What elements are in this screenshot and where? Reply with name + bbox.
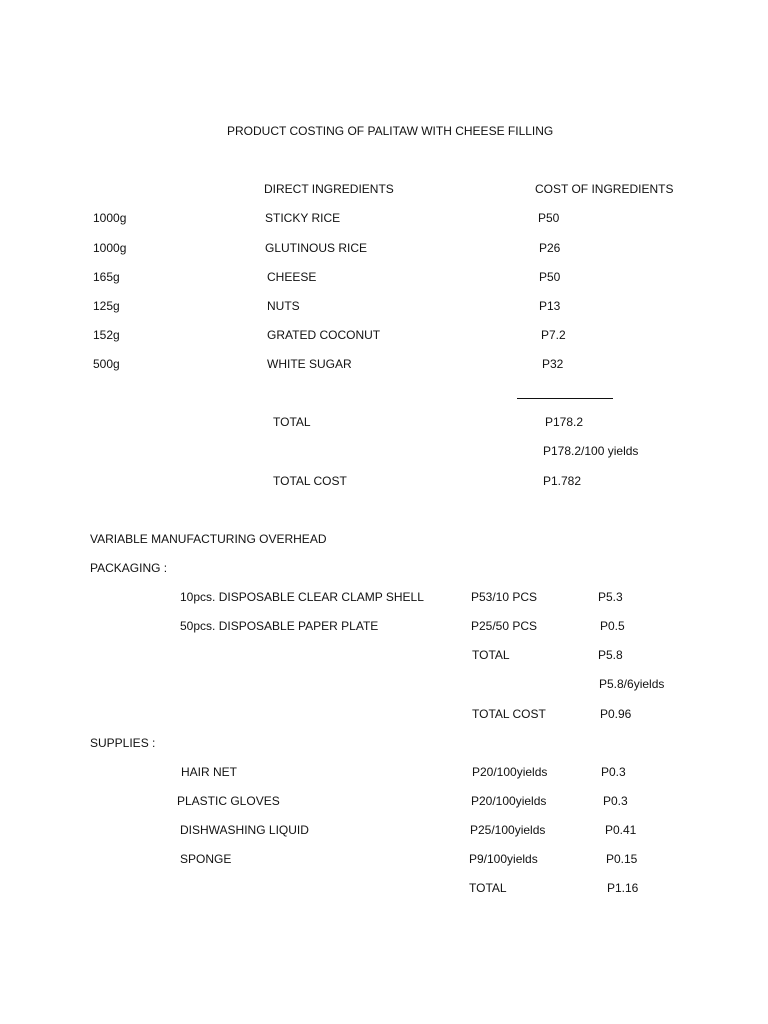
supplies-item-cost: P0.3	[603, 794, 628, 808]
ingredients-total-cost-label: TOTAL COST	[273, 474, 347, 488]
supplies-item-rate: P20/100yields	[471, 794, 547, 808]
supplies-item-cost: P0.41	[605, 823, 637, 837]
sum-underline	[517, 398, 613, 399]
ingredient-qty: 1000g	[93, 211, 127, 225]
supplies-item-name: PLASTIC GLOVES	[177, 794, 280, 808]
variable-overhead-heading: VARIABLE MANUFACTURING OVERHEAD	[90, 532, 327, 546]
supplies-item-name: DISHWASHING LIQUID	[180, 823, 309, 837]
packaging-item-rate: P53/10 PCS	[471, 590, 538, 604]
ingredient-name: CHEESE	[267, 270, 317, 284]
ingredient-cost: P7.2	[541, 328, 566, 342]
ingredients-total-cost-value: P1.782	[543, 474, 582, 488]
packaging-item-name: 10pcs. DISPOSABLE CLEAR CLAMP SHELL	[180, 590, 424, 604]
ingredient-cost: P13	[539, 299, 561, 313]
ingredient-name: WHITE SUGAR	[267, 357, 352, 371]
ingredient-cost: P26	[539, 241, 561, 255]
packaging-item-rate: P25/50 PCS	[471, 619, 538, 633]
document-title: PRODUCT COSTING OF PALITAW WITH CHEESE FILLING	[227, 124, 554, 138]
supplies-item-rate: P9/100yields	[469, 852, 538, 866]
ingredient-qty: 1000g	[93, 241, 127, 255]
supplies-item-rate: P25/100yields	[470, 823, 546, 837]
packaging-total-label: TOTAL	[472, 648, 510, 662]
ingredient-qty: 165g	[93, 270, 120, 284]
ingredients-yield-note: P178.2/100 yields	[543, 444, 639, 458]
ingredient-name: NUTS	[267, 299, 300, 313]
ingredient-cost: P50	[539, 270, 561, 284]
ingredient-qty: 152g	[93, 328, 120, 342]
packaging-heading: PACKAGING :	[90, 561, 168, 575]
supplies-item-cost: P0.15	[606, 852, 638, 866]
ingredients-total-value: P178.2	[545, 415, 584, 429]
ingredient-qty: 125g	[93, 299, 120, 313]
packaging-item-cost: P0.5	[600, 619, 625, 633]
ingredient-cost: P50	[538, 211, 560, 225]
ingredient-qty: 500g	[93, 357, 120, 371]
ingredient-name: STICKY RICE	[265, 211, 341, 225]
packaging-total-cost-value: P0.96	[600, 707, 632, 721]
supplies-total-label: TOTAL	[469, 881, 507, 895]
supplies-item-name: SPONGE	[180, 852, 232, 866]
packaging-yield-note: P5.8/6yields	[599, 677, 665, 691]
supplies-item-name: HAIR NET	[181, 765, 238, 779]
ingredients-total-label: TOTAL	[273, 415, 311, 429]
ingredient-name: GRATED COCONUT	[267, 328, 381, 342]
packaging-item-cost: P5.3	[598, 590, 623, 604]
packaging-total-value: P5.8	[598, 648, 623, 662]
packaging-item-name: 50pcs. DISPOSABLE PAPER PLATE	[180, 619, 379, 633]
packaging-total-cost-label: TOTAL COST	[472, 707, 546, 721]
cost-of-ingredients-header: COST OF INGREDIENTS	[535, 182, 674, 196]
supplies-total-value: P1.16	[607, 881, 639, 895]
supplies-item-cost: P0.3	[601, 765, 626, 779]
supplies-heading: SUPPLIES :	[90, 736, 156, 750]
supplies-item-rate: P20/100yields	[472, 765, 548, 779]
direct-ingredients-header: DIRECT INGREDIENTS	[264, 182, 394, 196]
ingredient-name: GLUTINOUS RICE	[265, 241, 368, 255]
ingredient-cost: P32	[542, 357, 564, 371]
